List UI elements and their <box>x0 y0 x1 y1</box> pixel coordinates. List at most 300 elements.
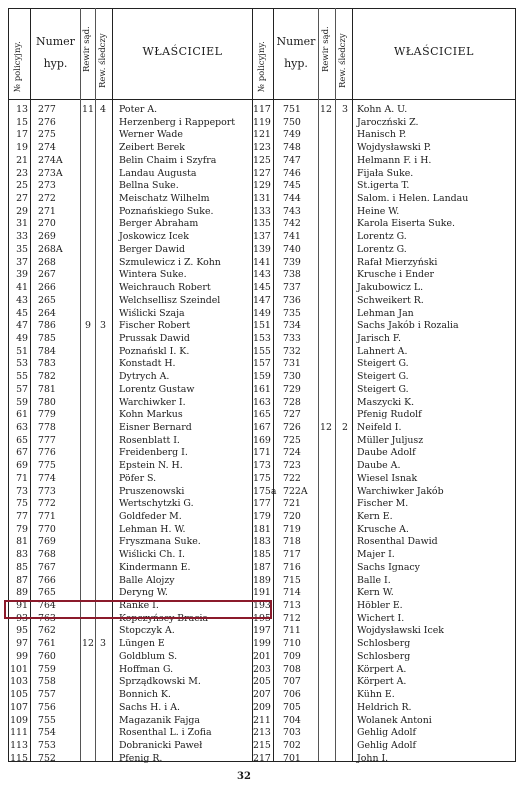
owner-name-right: Kern E. <box>357 511 393 522</box>
mortgage-number-right: 729 <box>283 383 301 395</box>
police-number-right: 127 <box>253 167 271 179</box>
police-number-right: 151 <box>253 320 271 332</box>
mortgage-number-left: 761 <box>38 638 56 650</box>
table-row <box>0 702 518 715</box>
owner-name-right: Schlosberg <box>357 650 411 662</box>
police-number-left: 73 <box>16 485 28 497</box>
owner-name-left: Prussak Dawid <box>119 332 190 344</box>
police-number-left: 101 <box>10 663 28 675</box>
mortgage-number-left: 778 <box>38 421 56 433</box>
table-row <box>0 142 518 155</box>
owner-name-right: Wojdysławski Icek <box>357 625 444 637</box>
mortgage-number-right: 708 <box>283 663 301 675</box>
mortgage-number-left: 774 <box>38 472 56 484</box>
police-number-left: 25 <box>16 180 28 192</box>
police-number-left: 45 <box>16 307 28 319</box>
owner-name-right: Sachs Jakób i Rozalia <box>357 320 459 332</box>
mortgage-number-right: 725 <box>283 434 301 446</box>
owner-name-right: Pfenig Rudolf <box>357 409 422 421</box>
mortgage-number-right: 743 <box>283 205 301 217</box>
police-number-left: 71 <box>16 472 28 484</box>
mortgage-number-right: 723 <box>283 460 301 472</box>
mortgage-number-right: 713 <box>283 600 301 612</box>
mortgage-number-left: 770 <box>38 523 56 535</box>
police-number-left: 19 <box>16 142 28 154</box>
owner-name-left: Rosenthal L. i Zofia <box>119 727 212 739</box>
police-number-left: 17 <box>16 129 28 141</box>
table-row <box>0 333 518 346</box>
mortgage-number-right: 717 <box>283 549 301 561</box>
mortgage-number-right: 709 <box>283 650 301 662</box>
police-number-right: 149 <box>253 307 271 319</box>
owner-name-left: Magazanik Fajga <box>119 714 200 726</box>
owner-name-left: Poznańskl I. K. <box>119 345 190 357</box>
court-district-right: 12 <box>320 421 332 433</box>
header-bottom-rule <box>8 99 516 100</box>
owner-name-left: Epstein N. H. <box>119 460 183 472</box>
mortgage-number-right: 722A <box>283 485 308 497</box>
owner-name-right: Lorentz G. <box>357 231 407 243</box>
owner-name-right: Heldrich R. <box>357 701 412 713</box>
police-number-right: 155 <box>253 345 271 357</box>
police-number-right: 191 <box>253 587 271 599</box>
owner-name-left: Wertschytzki G. <box>119 498 194 510</box>
mortgage-number-right: 733 <box>283 332 301 344</box>
mortgage-number-right: 704 <box>283 714 301 726</box>
owner-name-left: Zeibert Berek <box>119 142 185 154</box>
owner-name-right: Karola Eiserta Suke. <box>357 218 455 230</box>
police-number-left: 65 <box>16 434 28 446</box>
owner-name-right: Krusche A. <box>357 523 409 535</box>
police-number-left: 51 <box>16 345 28 357</box>
owner-name-left: Kopczyńscy Bracia <box>119 612 209 624</box>
owner-name-right: Steigert G. <box>357 371 409 383</box>
police-number-left: 113 <box>10 739 28 751</box>
police-number-right: 217 <box>253 752 271 764</box>
mortgage-number-left: 773 <box>38 485 56 497</box>
table-row <box>0 422 518 435</box>
mortgage-number-right: 741 <box>283 231 301 243</box>
police-number-right: 201 <box>253 650 271 662</box>
police-number-left: 41 <box>16 282 28 294</box>
mortgage-number-left: 267 <box>38 269 56 281</box>
mortgage-number-left: 274 <box>38 142 56 154</box>
owner-name-left: Herzenberg i Rappeport <box>119 116 236 128</box>
police-number-left: 67 <box>16 447 28 459</box>
mortgage-number-right: 736 <box>283 294 301 306</box>
owner-name-left: Lehman H. W. <box>119 523 186 535</box>
table-row <box>0 371 518 384</box>
table-row <box>0 269 518 282</box>
mortgage-number-right: 703 <box>283 727 301 739</box>
table-row <box>0 587 518 600</box>
table-row <box>0 397 518 410</box>
police-number-right: 145 <box>253 282 271 294</box>
police-number-right: 183 <box>253 536 271 548</box>
table-row <box>0 753 518 766</box>
police-number-left: 21 <box>16 154 28 166</box>
mortgage-number-right: 738 <box>283 269 301 281</box>
mortgage-number-right: 744 <box>283 193 301 205</box>
investigation-district-left: 3 <box>100 638 106 650</box>
owner-name-right: Wolanek Antoni <box>357 714 432 726</box>
owner-name-left: Goldfeder M. <box>119 511 182 522</box>
mortgage-number-right: 720 <box>283 511 301 522</box>
owner-name-right: Lahnert A. <box>357 345 408 357</box>
investigation-district-right: 2 <box>342 421 348 433</box>
owner-name-right: Jakubowicz L. <box>357 282 424 294</box>
mortgage-number-right: 727 <box>283 409 301 421</box>
owner-name-right: Steigert G. <box>357 383 409 395</box>
table-row <box>0 562 518 575</box>
table-row <box>0 524 518 537</box>
owner-name-left: Bellna Suke. <box>119 180 179 192</box>
police-number-right: 159 <box>253 371 271 383</box>
police-number-left: 95 <box>16 625 28 637</box>
mortgage-number-left: 268A <box>38 243 63 255</box>
police-number-left: 69 <box>16 460 28 472</box>
mortgage-number-right: 715 <box>283 574 301 586</box>
police-number-left: 109 <box>10 714 28 726</box>
owner-name-right: Kern W. <box>357 587 394 599</box>
police-number-left: 59 <box>16 396 28 408</box>
owner-name-left: Welchsellisz Szeindel <box>119 294 221 306</box>
table-row <box>0 625 518 638</box>
mortgage-number-right: 735 <box>283 307 301 319</box>
police-number-left: 81 <box>16 536 28 548</box>
owner-name-right: Warchiwker Jakób <box>357 485 444 497</box>
owner-name-right: Lorentz G. <box>357 243 407 255</box>
table-row <box>0 346 518 359</box>
owner-name-left: Poter A. <box>119 104 158 115</box>
mortgage-number-left: 271 <box>38 205 56 217</box>
owner-name-right: John I. <box>357 752 389 764</box>
mortgage-number-right: 714 <box>283 587 301 599</box>
owner-name-left: Landau Augusta <box>119 167 197 179</box>
table-row <box>0 129 518 142</box>
investigation-district-left: 4 <box>100 104 106 115</box>
table-row <box>0 460 518 473</box>
page-number: 32 <box>237 771 251 782</box>
mortgage-number-left: 756 <box>38 701 56 713</box>
mortgage-number-right: 742 <box>283 218 301 230</box>
owner-name-left: Fryszmana Suke. <box>119 536 201 548</box>
owner-name-right: Fijała Suke. <box>357 167 414 179</box>
owner-name-left: Fischer Robert <box>119 320 191 332</box>
owner-name-left: Kohn Markus <box>119 409 183 421</box>
mortgage-number-left: 779 <box>38 409 56 421</box>
owner-name-right: Daube A. <box>357 460 401 472</box>
police-number-left: 47 <box>16 320 28 332</box>
police-number-left: 91 <box>16 600 28 612</box>
owner-name-right: Krusche i Ender <box>357 269 435 281</box>
table-row <box>0 536 518 549</box>
mortgage-number-right: 739 <box>283 256 301 268</box>
table-row <box>0 638 518 651</box>
mortgage-number-right: 707 <box>283 676 301 688</box>
mortgage-number-left: 775 <box>38 460 56 472</box>
header-rew-sledczy-right: Rew. śledczy <box>338 33 348 88</box>
police-number-right: 187 <box>253 561 271 573</box>
owner-name-right: Hanisch P. <box>357 129 407 141</box>
owner-name-left: Meischatz Wilhelm <box>119 193 210 205</box>
owner-name-right: Steigert G. <box>357 358 409 370</box>
table-row <box>0 295 518 308</box>
mortgage-number-right: 745 <box>283 180 301 192</box>
owner-name-right: Jarisch F. <box>357 332 401 344</box>
mortgage-number-left: 781 <box>38 383 56 395</box>
police-number-right: 141 <box>253 256 271 268</box>
police-number-left: 93 <box>16 612 28 624</box>
owner-name-left: Belin Chaim i Szyfra <box>119 154 217 166</box>
mortgage-number-right: 726 <box>283 421 301 433</box>
header-policyjny-left: № policyjny. <box>13 41 23 92</box>
police-number-right: 173 <box>253 460 271 472</box>
owner-name-right: Balle I. <box>357 574 391 586</box>
table-row <box>0 155 518 168</box>
mortgage-number-right: 706 <box>283 689 301 701</box>
police-number-right: 157 <box>253 358 271 370</box>
police-number-left: 115 <box>10 752 28 764</box>
owner-name-left: Dobranicki Paweł <box>119 739 203 751</box>
mortgage-number-right: 737 <box>283 282 301 294</box>
mortgage-number-left: 760 <box>38 650 56 662</box>
investigation-district-left: 3 <box>100 320 106 332</box>
table-top-rule <box>8 8 516 9</box>
court-district-left: 12 <box>82 638 94 650</box>
owner-name-right: Schweikert R. <box>357 294 424 306</box>
police-number-left: 31 <box>16 218 28 230</box>
mortgage-number-left: 270 <box>38 218 56 230</box>
court-district-left: 11 <box>82 104 94 115</box>
mortgage-number-left: 753 <box>38 739 56 751</box>
police-number-right: 137 <box>253 231 271 243</box>
mortgage-number-left: 784 <box>38 345 56 357</box>
mortgage-number-left: 274A <box>38 154 63 166</box>
table-row <box>0 740 518 753</box>
police-number-left: 87 <box>16 574 28 586</box>
table-row <box>0 218 518 231</box>
owner-name-right: Kohn A. U. <box>357 104 408 115</box>
owner-name-left: Bonnich K. <box>119 689 171 701</box>
owner-name-left: Goldblum S. <box>119 650 178 662</box>
owner-name-right: St.igerta T. <box>357 180 410 192</box>
mortgage-number-left: 272 <box>38 193 56 205</box>
mortgage-number-right: 724 <box>283 447 301 459</box>
table-row <box>0 282 518 295</box>
table-row <box>0 651 518 664</box>
police-number-left: 85 <box>16 561 28 573</box>
owner-name-right: Gehlig Adolf <box>357 727 416 739</box>
owner-name-left: Ranke I. <box>119 600 159 612</box>
mortgage-number-left: 268 <box>38 256 56 268</box>
court-district-right: 12 <box>320 104 332 115</box>
table-row <box>0 257 518 270</box>
table-row <box>0 244 518 257</box>
owner-name-left: Poznańskiego Suke. <box>119 205 214 217</box>
header-rewir-sad-right: Rewir sąd. <box>321 26 331 72</box>
police-number-left: 79 <box>16 523 28 535</box>
police-number-right: 169 <box>253 434 271 446</box>
police-number-left: 103 <box>10 676 28 688</box>
police-number-right: 211 <box>253 714 271 726</box>
owner-name-left: Rosenblatt I. <box>119 434 180 446</box>
table-row <box>0 168 518 181</box>
police-number-left: 35 <box>16 243 28 255</box>
police-number-right: 121 <box>253 129 271 141</box>
owner-name-right: Körpert A. <box>357 676 407 688</box>
owner-name-left: Sprządkowski M. <box>119 676 201 688</box>
owner-name-right: Kühn E. <box>357 689 395 701</box>
mortgage-number-left: 786 <box>38 320 56 332</box>
owner-name-right: Wiesel Isnak <box>357 472 418 484</box>
police-number-left: 29 <box>16 205 28 217</box>
mortgage-number-left: 772 <box>38 498 56 510</box>
table-row <box>0 727 518 740</box>
police-number-right: 161 <box>253 383 271 395</box>
table-row <box>0 409 518 422</box>
table-row <box>0 117 518 130</box>
mortgage-number-right: 751 <box>283 104 301 115</box>
owner-name-right: Salom. i Helen. Landau <box>357 193 469 205</box>
police-number-right: 199 <box>253 638 271 650</box>
mortgage-number-left: 265 <box>38 294 56 306</box>
mortgage-number-left: 757 <box>38 689 56 701</box>
mortgage-number-left: 269 <box>38 231 56 243</box>
table-row <box>0 308 518 321</box>
mortgage-number-left: 771 <box>38 511 56 522</box>
mortgage-number-right: 750 <box>283 116 301 128</box>
police-number-left: 111 <box>10 727 28 739</box>
police-number-right: 175a <box>253 485 277 497</box>
owner-name-right: Helmann F. i H. <box>357 154 432 166</box>
owner-name-right: Neifeld I. <box>357 421 402 433</box>
police-number-left: 61 <box>16 409 28 421</box>
mortgage-number-left: 782 <box>38 371 56 383</box>
mortgage-number-right: 732 <box>283 345 301 357</box>
owner-name-right: Müller Juljusz <box>357 434 424 446</box>
police-number-left: 27 <box>16 193 28 205</box>
police-number-right: 185 <box>253 549 271 561</box>
police-number-right: 213 <box>253 727 271 739</box>
owner-name-left: Pruszenowski <box>119 485 185 497</box>
mortgage-number-right: 716 <box>283 561 301 573</box>
police-number-right: 119 <box>253 116 271 128</box>
owner-name-right: Majer I. <box>357 549 395 561</box>
mortgage-number-left: 264 <box>38 307 56 319</box>
table-row <box>0 575 518 588</box>
owner-name-left: Dytrych A. <box>119 371 170 383</box>
police-number-right: 165 <box>253 409 271 421</box>
table-row <box>0 715 518 728</box>
table-row <box>0 676 518 689</box>
mortgage-number-right: 734 <box>283 320 301 332</box>
police-number-left: 63 <box>16 421 28 433</box>
police-number-right: 181 <box>253 523 271 535</box>
police-number-right: 167 <box>253 421 271 433</box>
police-number-right: 135 <box>253 218 271 230</box>
police-number-left: 53 <box>16 358 28 370</box>
table-row <box>0 498 518 511</box>
police-number-right: 153 <box>253 332 271 344</box>
owner-name-right: Gehlig Adolf <box>357 739 416 751</box>
mortgage-number-left: 276 <box>38 116 56 128</box>
mortgage-number-left: 762 <box>38 625 56 637</box>
header-wlasciciel-right: WŁAŚCICIEL <box>393 45 474 58</box>
row-highlight-box <box>4 600 272 619</box>
police-number-right: 205 <box>253 676 271 688</box>
table-row <box>0 689 518 702</box>
mortgage-number-right: 712 <box>283 612 301 624</box>
owner-name-right: Höbler E. <box>357 600 403 612</box>
owner-name-left: Balle Alojzy <box>119 574 175 586</box>
police-number-right: 139 <box>253 243 271 255</box>
police-number-right: 125 <box>253 154 271 166</box>
owner-name-left: Pöfer S. <box>119 472 157 484</box>
mortgage-number-right: 747 <box>283 154 301 166</box>
mortgage-number-left: 783 <box>38 358 56 370</box>
header-policyjny-right: № policyjny. <box>257 41 267 92</box>
mortgage-number-left: 755 <box>38 714 56 726</box>
owner-name-left: Wiślicki Ch. I. <box>119 549 186 561</box>
police-number-right: 171 <box>253 447 271 459</box>
mortgage-number-right: 719 <box>283 523 301 535</box>
owner-name-left: Szmulewicz i Z. Kohn <box>119 256 221 268</box>
mortgage-number-right: 701 <box>283 752 301 764</box>
table-row <box>0 104 518 117</box>
police-number-right: 193 <box>253 600 271 612</box>
owner-name-left: Konstadt H. <box>119 358 176 370</box>
header-wlasciciel-left: WŁAŚCICIEL <box>142 45 223 58</box>
police-number-left: 97 <box>16 638 28 650</box>
mortgage-number-left: 763 <box>38 612 56 624</box>
mortgage-number-left: 785 <box>38 332 56 344</box>
police-number-right: 207 <box>253 689 271 701</box>
police-number-left: 99 <box>16 650 28 662</box>
owner-name-right: Maszycki K. <box>357 396 415 408</box>
table-row <box>0 180 518 193</box>
mortgage-number-left: 266 <box>38 282 56 294</box>
owner-name-left: Weichrauch Robert <box>119 282 211 294</box>
owner-name-left: Lüngen E <box>119 638 165 650</box>
police-number-left: 37 <box>16 256 28 268</box>
owner-name-left: Pfenig R. <box>119 752 163 764</box>
mortgage-number-left: 766 <box>38 574 56 586</box>
police-number-right: 163 <box>253 396 271 408</box>
police-number-right: 179 <box>253 511 271 522</box>
mortgage-number-left: 275 <box>38 129 56 141</box>
owner-name-left: Joskowicz Icek <box>119 231 189 243</box>
mortgage-number-right: 748 <box>283 142 301 154</box>
owner-name-right: Wichert I. <box>357 612 405 624</box>
police-number-left: 75 <box>16 498 28 510</box>
mortgage-number-left: 277 <box>38 104 56 115</box>
court-district-left: 9 <box>85 320 91 332</box>
mortgage-number-right: 702 <box>283 739 301 751</box>
owner-name-left: Lorentz Gustaw <box>119 383 195 395</box>
mortgage-number-right: 749 <box>283 129 301 141</box>
owner-name-left: Warchiwker I. <box>119 396 186 408</box>
owner-name-left: Werner Wade <box>119 129 183 141</box>
mortgage-number-left: 273 <box>38 180 56 192</box>
mortgage-number-right: 730 <box>283 371 301 383</box>
mortgage-number-left: 780 <box>38 396 56 408</box>
police-number-left: 13 <box>16 104 28 115</box>
police-number-right: 131 <box>253 193 271 205</box>
header-numer-left: Numer <box>36 35 75 48</box>
header-numer-right: Numer <box>276 35 316 48</box>
mortgage-number-right: 731 <box>283 358 301 370</box>
